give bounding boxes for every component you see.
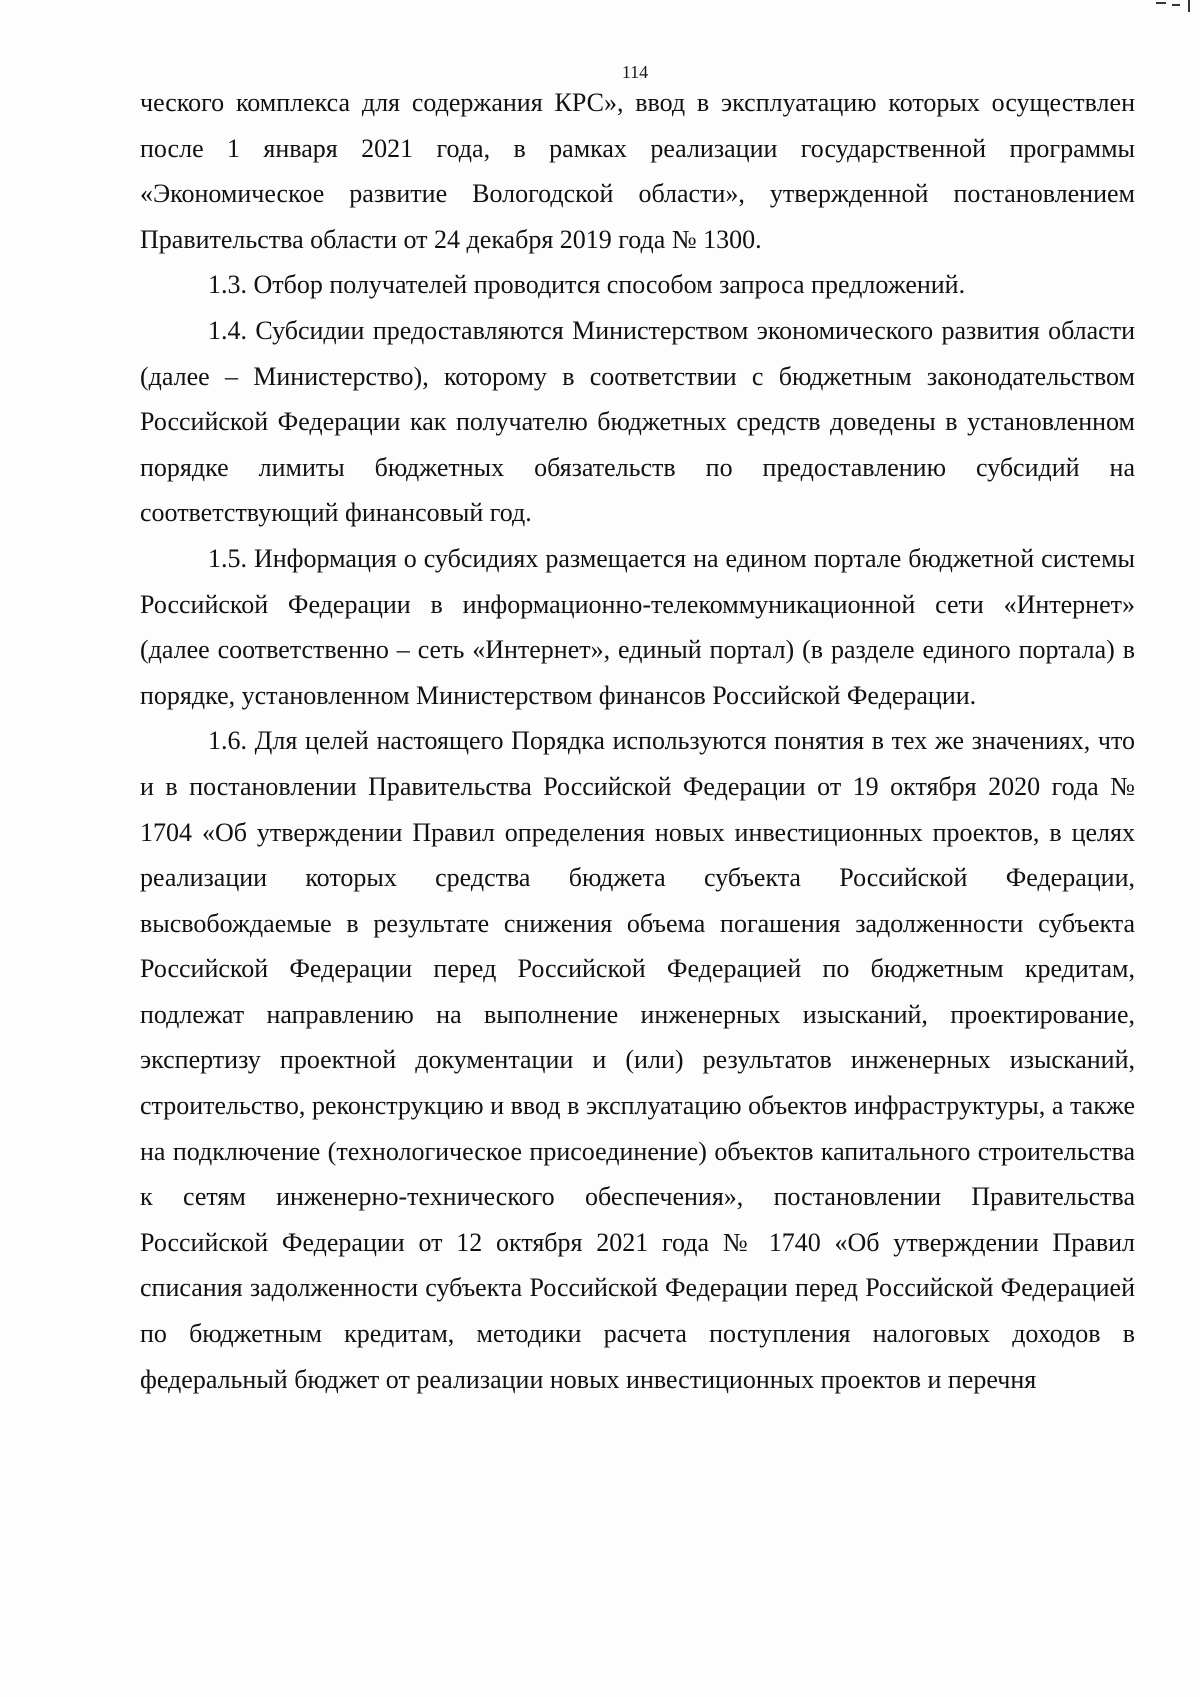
scan-corner-mark — [1154, 0, 1194, 14]
document-body — [140, 80, 1135, 1402]
paragraph-1-3: 1.3. Отбор получателей проводится способом запроса предложений. — [208, 270, 966, 300]
paragraph-1-4: 1.4. Субсидии предоставляются Министерством экономического развития области (далее – Министерство), которому в соответствии с бюджетным законодательством Российской Федерации как получателю бюджетных средств доведены в установленном порядке лимиты бюджетных обязательств по предоставлению субсидий на соответствующий финансовый год. — [140, 315, 1135, 528]
paragraph-1-5: 1.5. Информация о субсидиях размещается на едином портале бюджетной системы Российской Федерации в информационно-телекоммуникационной сети «Интернет» (далее соответственно – сеть «Интернет», единый портал) (в разделе единого портала) в порядке, установленном Министерством финансов Российской Федерации. — [140, 543, 1135, 710]
paragraph-1-6: 1.6. Для целей настоящего Порядка используются понятия в тех же значениях, что и в постановлении Правительства Российской Федерации от 19 октября 2020 года № 1704 «Об утверждении Правил определения новых инвестиционных проектов, в целях реализации которых средства бюджета субъекта Российской Федерации, высвобождаемые в результате снижения объема погашения задолженности субъекта Российской Федерации перед Российской Федерацией по бюджетным кредитам, подлежат направлению на выполнение инженерных изысканий, проектирование, экспертизу проектной документации и (или) результатов инженерных изысканий, строительство, реконструкцию и ввод в эксплуатацию объектов инфраструктуры, а также на подключение (технологическое присоединение) объектов капитального строительства к сетям инженерно-технического обеспечения», постановлении Правительства Российской Федерации от 12 октября 2021 года № 1740 «Об утверждении Правил списания задолженности субъекта Российской Федерации перед Российской Федерацией по бюджетным кредитам, методики расчета поступления налоговых доходов в федеральный бюджет от реализации новых инвестиционных проектов и перечня — [140, 726, 1135, 1394]
paragraph-continuation: ческого комплекса для содержания КРС», ввод в эксплуатацию которых осуществлен после 1 января 2021 года, в рамках реализации государственной программы «Экономическое развитие Вологодской области», утвержденной постановлением Правительства области от 24 декабря 2019 года № 1300. — [140, 88, 1135, 254]
page-number: 114 — [621, 62, 649, 82]
